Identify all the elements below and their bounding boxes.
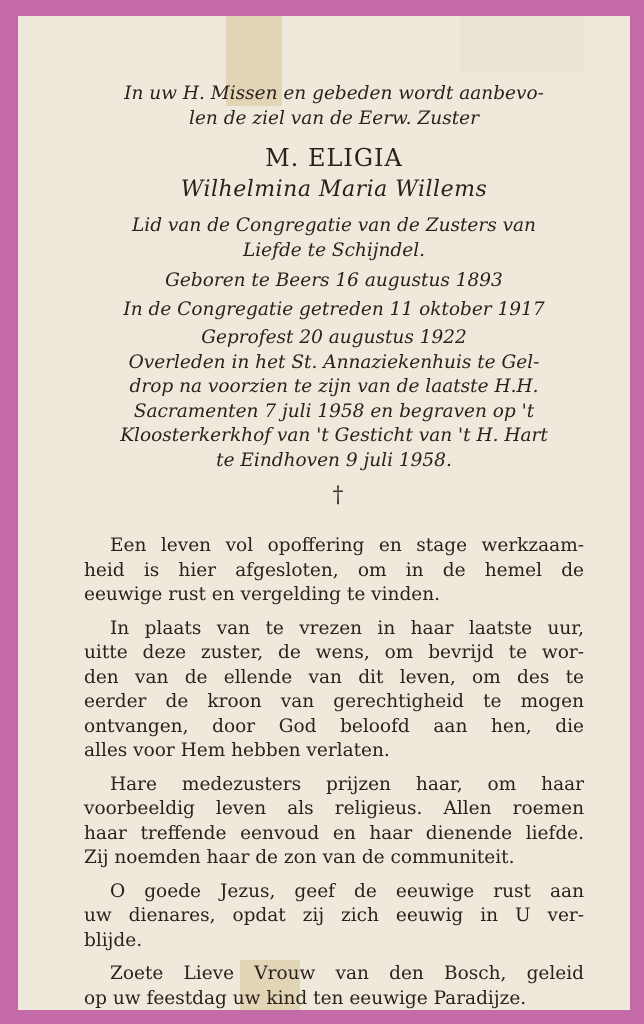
paragraph-line: voorbeeldig leven als religieus. Allen roemen: [84, 798, 584, 819]
death-line: drop na voorzien te zijn van de laatste H.H.: [129, 376, 539, 397]
paragraph-line: blijde.: [84, 929, 143, 951]
paragraph-line: op uw feestdag uw kind ten eeuwige Paradijze.: [84, 987, 527, 1009]
paragraph-line: heid is hier afgesloten, om in de hemel de: [84, 559, 584, 581]
death-line: Overleden in het St. Annaziekenhuis te Gel-: [128, 351, 540, 373]
cross-icon: †: [332, 483, 344, 508]
meditation-text: [84, 534, 584, 1020]
paragraph-line: ontvangen, door God beloofd aan hen, die: [84, 715, 584, 737]
header-text: [84, 82, 584, 131]
paragraph-line: haar treffende eenvoud en haar dienende liefde.: [84, 822, 584, 844]
paragraph-line: uw dienares, opdat zij zich eeuwig in U ver-: [84, 905, 584, 926]
entered-line: In de Congregatie getreden 11 oktober 1917: [123, 298, 545, 320]
header-line: In uw H. Missen en gebeden wordt aanbevo-: [124, 83, 544, 104]
paragraph-line: Hare medezusters prijzen haar, om haar: [110, 773, 584, 795]
bio-line: Liefde te Schijndel.: [242, 239, 426, 261]
birth-line: Geboren te Beers 16 augustus 1893: [165, 270, 503, 291]
paragraph: [84, 962, 584, 1011]
paragraph-line: uitte deze zuster, de wens, om bevrijd te wor-: [84, 642, 584, 663]
death-line: Kloosterkerkhof van 't Gesticht van 't H. Hart: [120, 425, 548, 446]
death-line: Sacramenten 7 juli 1958 en begraven op 't: [133, 400, 535, 422]
paragraph: [84, 534, 584, 608]
tape-mark: [460, 16, 584, 72]
paragraph-line: alles voor Hem hebben verlaten.: [84, 740, 390, 761]
religious-name: M. ELIGIA: [265, 144, 403, 172]
paragraph-line: Een leven vol opoffering en stage werkzaam-: [110, 535, 584, 556]
paragraph-line: Zij noemden haar de zon van de communiteit.: [84, 847, 515, 868]
biography-block: [84, 214, 584, 473]
death-line: te Eindhoven 9 juli 1958.: [216, 449, 452, 471]
header-line: len de ziel van de Eerw. Zuster: [189, 107, 479, 129]
paragraph: [84, 773, 584, 871]
bio-line: Lid van de Congregatie van de Zusters van: [132, 215, 536, 236]
paragraph: [84, 880, 584, 954]
paragraph-line: den van de ellende van dit leven, om des te: [84, 666, 584, 688]
paragraph-line: O goede Jezus, geef de eeuwige rust aan: [110, 880, 584, 902]
paragraph: [84, 617, 584, 764]
full-name: Wilhelmina Maria Willems: [180, 177, 488, 202]
paragraph-line: In plaats van te vrezen in haar laatste uur,: [110, 617, 584, 639]
professed-line: Geprofest 20 augustus 1922: [201, 327, 467, 348]
paragraph-line: Zoete Lieve Vrouw van den Bosch, geleid: [110, 963, 584, 984]
paragraph-line: eerder de kroon van gerechtigheid te mogen: [84, 691, 584, 712]
paragraph-line: eeuwige rust en vergelding te vinden.: [84, 584, 441, 605]
